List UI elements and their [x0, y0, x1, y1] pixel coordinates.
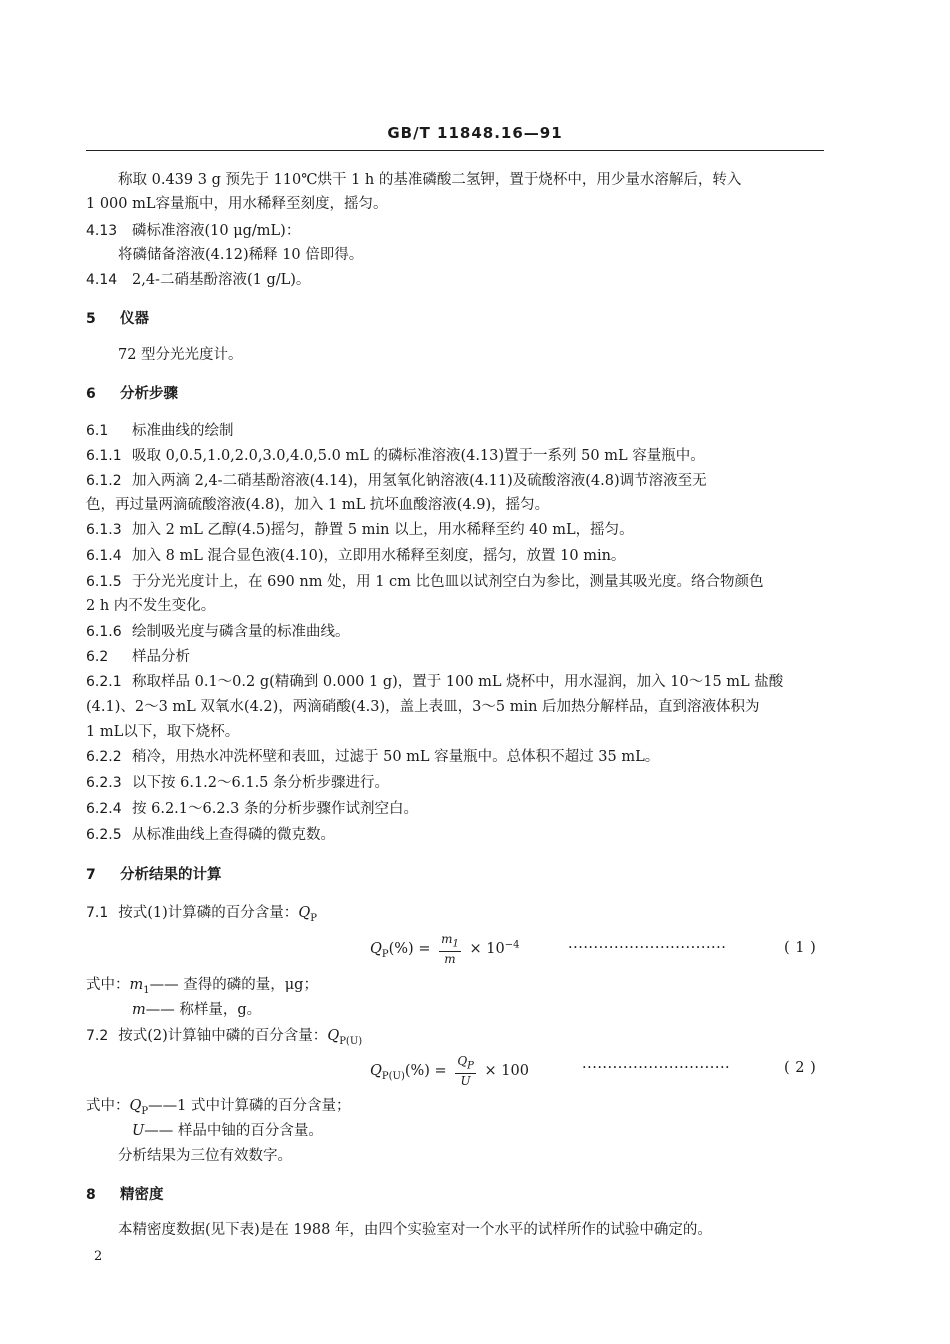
- formula-exponent: −4: [504, 939, 520, 951]
- clause-number: 6.2.4: [86, 801, 122, 817]
- numerator-sub: 1: [452, 938, 459, 950]
- clause-6-2-3: [86, 773, 824, 793]
- symbol-subscript: P(U): [339, 1035, 363, 1047]
- clause-text: 称取样品 0.1～0.2 g(精确到 0.000 1 g)，置于 100 mL 烧杯中，用水湿润，加入 10～15 mL 盐酸: [132, 674, 784, 690]
- fraction: [455, 1054, 476, 1088]
- where-2: [132, 1000, 870, 1020]
- clause-text: 按式(2)计算铀中磷的百分含量：: [118, 1028, 328, 1044]
- clause-6-1-3: [86, 520, 824, 540]
- clause-number: 6.1.3: [86, 522, 122, 538]
- formula-lhs: Q: [370, 1063, 382, 1080]
- formula-1: [370, 932, 519, 966]
- fraction: [439, 932, 461, 966]
- equation-number: ( 1 ): [784, 940, 817, 956]
- clause-6-1-2: [86, 471, 824, 491]
- paragraph-line: (4.1)、2～3 mL 双氧水(4.2)，两滴硝酸(4.3)，盖上表皿，3～5 min 后加热分解样品，直到溶液体积为: [86, 699, 760, 715]
- where-label: 式中：: [86, 1098, 130, 1114]
- clause-number: 4.13: [86, 223, 118, 239]
- paragraph-line: 2 h 内不发生变化。: [86, 598, 216, 614]
- clause-text: 按 6.2.1～6.2.3 条的分析步骤作试剂空白。: [132, 801, 419, 817]
- clause-text: 吸取 0,0.5,1.0,2.0,3.0,4.0,5.0 mL 的磷标准溶液(4.13)置于一系列 50 mL 容量瓶中。: [132, 448, 705, 464]
- formula-lhs: Q: [370, 941, 382, 958]
- where-3: [86, 1096, 824, 1122]
- section-title: 分析步骤: [120, 386, 178, 402]
- section-5-heading: [86, 309, 824, 329]
- clause-7-1: [86, 903, 824, 929]
- header-rule: [86, 150, 824, 151]
- clause-6-1-4: [86, 546, 824, 566]
- formula-tail: × 100: [484, 1063, 529, 1080]
- section-8-heading: [86, 1185, 824, 1205]
- symbol: m: [129, 977, 144, 993]
- clause-6-2-1: [86, 672, 824, 692]
- clause-number: 4.14: [86, 272, 118, 288]
- leader-dots: ·····························: [582, 1060, 731, 1076]
- clause-6-1-1: [86, 446, 824, 466]
- clause-7-2: [86, 1026, 824, 1052]
- clause-text: 加入两滴 2,4-二硝基酚溶液(4.14)，用氢氧化钠溶液(4.11)及硫酸溶液(4.8)调节溶液至无: [132, 473, 707, 489]
- where-desc: —— 样品中铀的百分含量。: [144, 1123, 323, 1139]
- where-desc: —— 称样量，g。: [145, 1002, 262, 1018]
- section-number: 8: [86, 1187, 96, 1203]
- paragraph-line: 1 mL以下，取下烧杯。: [86, 724, 240, 740]
- formula-tail: × 10: [469, 941, 505, 958]
- where-4: [132, 1121, 870, 1141]
- clause-6-2-5: [86, 825, 824, 845]
- numerator: [455, 1054, 476, 1074]
- formula-lhs-sub: P: [381, 949, 389, 961]
- section-number: 7: [86, 867, 96, 883]
- clause-text: 从标准曲线上查得磷的微克数。: [132, 827, 335, 843]
- clause-6-1-5: [86, 572, 824, 592]
- clause-number: 6.2.5: [86, 827, 122, 843]
- section-7-heading: [86, 865, 824, 885]
- paragraph-line: 1 000 mL容量瓶中，用水稀释至刻度，摇匀。: [86, 196, 388, 212]
- numerator-sym: m: [441, 932, 453, 946]
- clause-number: 6.1.6: [86, 624, 122, 640]
- clause-number: 6.2.2: [86, 749, 122, 765]
- paragraph-line: 色，再过量两滴硫酸溶液(4.8)，加入 1 mL 抗坏血酸溶液(4.9)，摇匀。: [86, 497, 550, 513]
- symbol: m: [132, 1002, 146, 1018]
- clause-text: 标准曲线的绘制: [132, 423, 234, 439]
- clause-text: 稍冷，用热水冲洗杯壁和表皿，过滤于 50 mL 容量瓶中。总体积不超过 35 mL。: [132, 749, 660, 765]
- numerator-sym: Q: [457, 1054, 468, 1068]
- symbol: Q: [298, 905, 311, 921]
- clause-number: 7.2: [86, 1028, 109, 1044]
- page-header: GB/T 11848.16—91: [387, 124, 563, 142]
- page-number: 2: [94, 1249, 103, 1264]
- clause-number: 6.1: [86, 423, 109, 439]
- symbol-subscript: P: [310, 912, 317, 924]
- section-title: 分析结果的计算: [120, 867, 222, 883]
- section-number: 6: [86, 386, 96, 402]
- clause-text: 于分光光度计上，在 690 nm 处，用 1 cm 比色皿以试剂空白为参比，测量其吸光度。络合物颜色: [132, 574, 764, 590]
- denominator: U: [460, 1074, 471, 1089]
- formula-pct: (%) =: [404, 1063, 447, 1080]
- clause-6-1-6: [86, 622, 824, 642]
- symbol: Q: [327, 1028, 340, 1044]
- clause-text: 样品分析: [132, 649, 190, 665]
- numerator: [439, 932, 461, 952]
- clause-4-14: [86, 270, 824, 290]
- clause-6-1: [86, 421, 824, 441]
- clause-text: 加入 8 mL 混合显色液(4.10)，立即用水稀释至刻度，摇匀，放置 10 min。: [132, 548, 626, 564]
- formula-lhs-sub: P(U): [381, 1071, 405, 1083]
- clause-number: 6.2: [86, 649, 109, 665]
- paragraph-line: 分析结果为三位有效数字。: [118, 1148, 292, 1164]
- clause-6-2-2: [86, 747, 824, 767]
- clause-text: 2,4-二硝基酚溶液(1 g/L)。: [132, 272, 311, 288]
- clause-number: 7.1: [86, 905, 109, 921]
- clause-4-13: [86, 221, 824, 241]
- clause-6-2-4: [86, 799, 824, 819]
- paragraph-line: 称取 0.439 3 g 预先于 110℃烘干 1 h 的基准磷酸二氢钾，置于烧杯中，用少量水溶解后，转入: [118, 172, 742, 188]
- where-label: 式中：: [86, 977, 130, 993]
- clause-text: 磷标准溶液(10 μg/mL)：: [132, 223, 301, 239]
- section-title: 仪器: [120, 311, 149, 327]
- clause-number: 6.2.1: [86, 674, 122, 690]
- numerator-sub: P: [467, 1060, 474, 1072]
- paragraph-line: 将磷储备溶液(4.12)稀释 10 倍即得。: [118, 247, 364, 263]
- paragraph-line: 本精密度数据(见下表)是在 1988 年，由四个实验室对一个水平的试样所作的试验中确定的。: [118, 1222, 712, 1238]
- symbol: Q: [129, 1098, 142, 1114]
- where-desc: —— 查得的磷的量，μg；: [149, 977, 318, 993]
- clause-number: 6.1.2: [86, 473, 122, 489]
- clause-text: 加入 2 mL 乙醇(4.5)摇匀，静置 5 min 以上，用水稀释至约 40 mL，摇匀。: [132, 522, 634, 538]
- clause-6-2: [86, 647, 824, 667]
- section-number: 5: [86, 311, 96, 327]
- denominator: m: [444, 952, 456, 967]
- clause-text: 按式(1)计算磷的百分含量：: [118, 905, 299, 921]
- clause-number: 6.1.1: [86, 448, 122, 464]
- equation-number: ( 2 ): [784, 1060, 817, 1076]
- section-title: 精密度: [120, 1187, 164, 1203]
- where-1: [86, 975, 824, 1001]
- section-6-heading: [86, 384, 824, 404]
- symbol: U: [132, 1123, 145, 1139]
- symbol-subscript: 1: [143, 984, 150, 996]
- leader-dots: ·······························: [568, 940, 727, 956]
- clause-text: 绘制吸光度与磷含量的标准曲线。: [132, 624, 350, 640]
- clause-number: 6.2.3: [86, 775, 122, 791]
- formula-2: [370, 1054, 529, 1088]
- paragraph-line: 72 型分光光度计。: [118, 347, 243, 363]
- where-desc: ——1 式中计算磷的百分含量；: [148, 1098, 351, 1114]
- clause-number: 6.1.5: [86, 574, 122, 590]
- clause-number: 6.1.4: [86, 548, 122, 564]
- formula-pct: (%) =: [388, 941, 431, 958]
- symbol-subscript: P: [141, 1105, 149, 1117]
- clause-text: 以下按 6.1.2～6.1.5 条分析步骤进行。: [132, 775, 390, 791]
